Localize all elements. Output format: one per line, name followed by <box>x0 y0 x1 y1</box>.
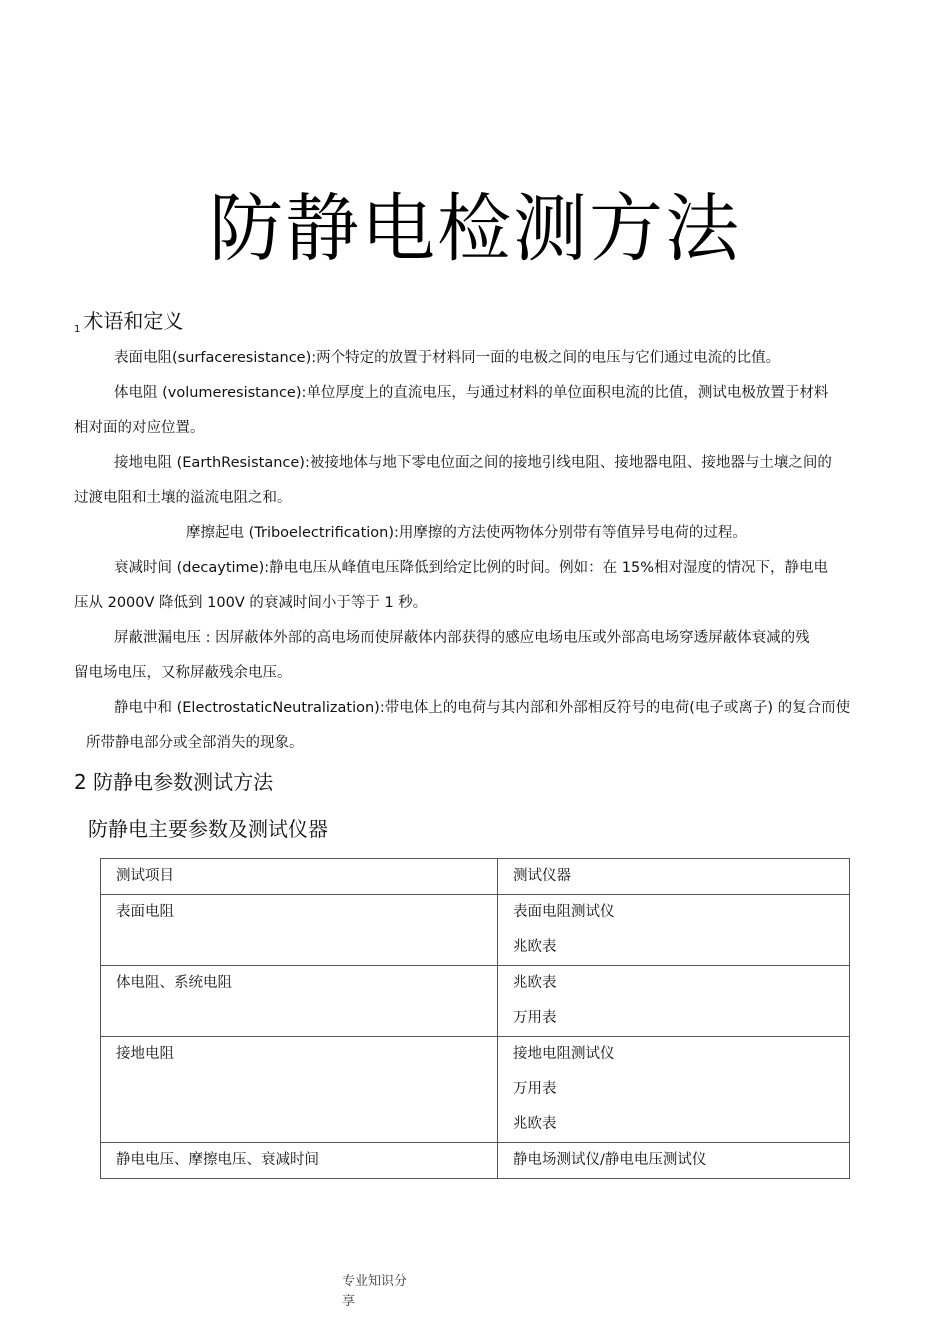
footer-line: 专业知识分 <box>342 1274 408 1289</box>
footer-line: 享 <box>342 1294 356 1309</box>
table-cell-instruments <box>498 895 850 966</box>
definition-line: 表面电阻(surfaceresistance):两个特定的放置于材料同一面的电极之间的电压与它们通过电流的比值。 <box>114 350 781 366</box>
instrument-line: 兆欧表 <box>513 975 557 991</box>
table-cell-item: 静电电压、摩擦电压、衰减时间 <box>101 1143 498 1179</box>
definition-volume-resistance <box>74 376 872 446</box>
definition-line: 留电场电压，又称屏蔽残余电压。 <box>74 665 292 681</box>
instrument-line: 兆欧表 <box>513 1116 557 1132</box>
instrument-line: 兆欧表 <box>513 939 557 955</box>
table-header-row <box>101 859 850 895</box>
definition-decay-time <box>74 551 872 621</box>
definition-line: 所带静电部分或全部消失的现象。 <box>86 735 304 751</box>
section1-heading-text: 术语和定义 <box>83 309 184 333</box>
instrument-line: 表面电阻测试仪 <box>513 904 615 920</box>
table-row <box>101 966 850 1037</box>
definition-line: 体电阻 (volumeresistance):单位厚度上的直流电压，与通过材料的单位面积电流的比值，测试电极放置于材料 <box>114 385 829 401</box>
definition-line: 过渡电阻和土壤的溢流电阻之和。 <box>74 490 292 506</box>
definition-earth-resistance <box>74 446 872 516</box>
page-footer <box>342 1272 422 1312</box>
instrument-line: 万用表 <box>513 1010 557 1026</box>
table-cell-item: 接地电阻 <box>101 1037 498 1143</box>
definition-shielding-leakage-voltage <box>74 621 872 691</box>
definition-line: 衰减时间 (decaytime):静电电压从峰值电压降低到给定比例的时间。例如：在 15%相对湿度的情况下，静电电 <box>114 560 828 576</box>
definition-triboelectrification <box>74 516 872 551</box>
table-header-cell: 测试项目 <box>101 859 498 895</box>
instrument-line: 静电场测试仪/静电电压测试仪 <box>513 1152 707 1168</box>
definition-line: 摩擦起电 (Triboelectrification):用摩擦的方法使两物体分别带有等值异号电荷的过程。 <box>186 525 747 541</box>
definition-line: 静电中和 (ElectrostaticNeutralization):带电体上的电荷与其内部和外部相反符号的电荷(电子或离子) 的复合而使 <box>114 700 851 716</box>
definition-surface-resistance <box>74 341 872 376</box>
table-row <box>101 1037 850 1143</box>
definition-line: 相对面的对应位置。 <box>74 420 205 436</box>
instrument-line: 万用表 <box>513 1081 557 1097</box>
table-cell-instruments <box>498 1143 850 1179</box>
document-title: 防静电检测方法 <box>209 186 741 272</box>
definition-line: 屏蔽泄漏电压 : 因屏蔽体外部的高电场而使屏蔽体内部获得的感应电场电压或外部高电场穿透屏蔽体衰减的残 <box>114 630 810 646</box>
table-cell-instruments <box>498 966 850 1037</box>
section1-number: 1 <box>74 324 81 335</box>
table-row <box>101 1143 850 1179</box>
instrument-line: 接地电阻测试仪 <box>513 1046 615 1062</box>
parameters-table <box>100 858 850 1179</box>
table-cell-item: 体电阻、系统电阻 <box>101 966 498 1037</box>
table-row <box>101 895 850 966</box>
section1-heading <box>74 305 183 335</box>
definition-electrostatic-neutralization <box>74 691 872 761</box>
definition-line: 接地电阻 (EarthResistance):被接地体与地下零电位面之间的接地引线电阻、接地器电阻、接地器与土壤之间的 <box>114 455 832 471</box>
table-cell-instruments <box>498 1037 850 1143</box>
table-cell-item: 表面电阻 <box>101 895 498 966</box>
table-caption: 防静电主要参数及测试仪器 <box>88 817 328 841</box>
section2-heading: 2 防静电参数测试方法 <box>74 770 274 794</box>
table-header-cell: 测试仪器 <box>498 859 850 895</box>
definition-line: 压从 2000V 降低到 100V 的衰减时间小于等于 1 秒。 <box>74 595 428 611</box>
